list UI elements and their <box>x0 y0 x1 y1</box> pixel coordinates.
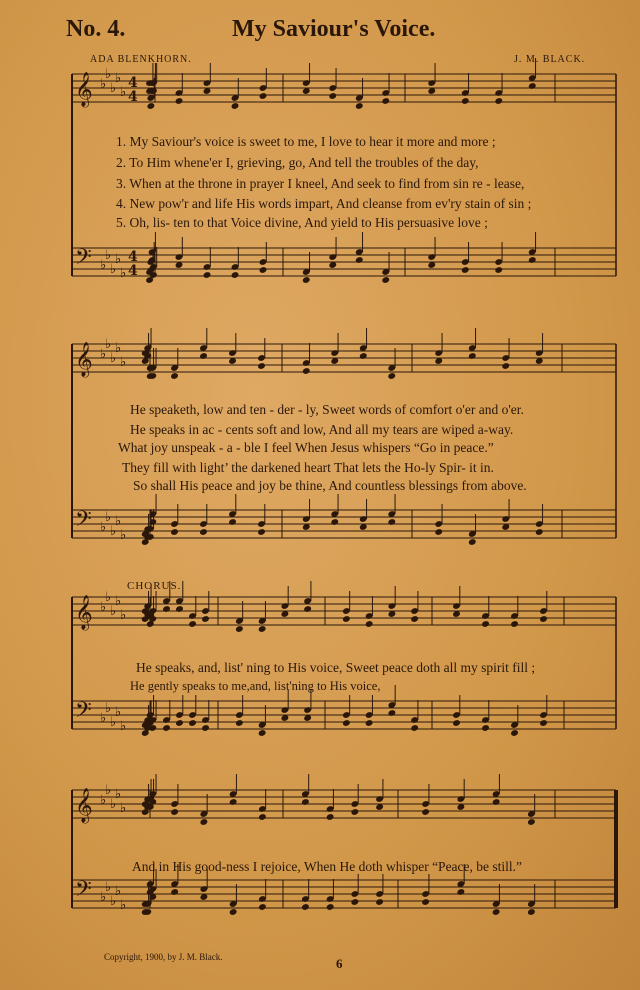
flat-icon: ♭ <box>100 258 107 273</box>
note-head <box>365 719 374 727</box>
verse-4-line-1: 4. New pow'r and life His words impart, And cleanse from ev'ry stain of sin ; <box>116 196 532 211</box>
note-head <box>170 372 179 380</box>
flat-icon: ♭ <box>120 528 127 543</box>
note-head <box>452 719 461 727</box>
note-head <box>257 362 266 370</box>
note-head <box>259 92 268 100</box>
composer-credit: J. M. BLACK. <box>514 54 586 65</box>
note-head <box>259 266 268 274</box>
note-head <box>162 724 171 732</box>
note-head <box>326 813 335 821</box>
note-head <box>351 898 360 906</box>
note-head <box>257 528 266 536</box>
note-head <box>199 352 208 360</box>
copyright-notice: Copyright, 1900, by J. M. Black. <box>104 952 223 962</box>
note-head <box>355 102 364 110</box>
note-head <box>235 625 244 633</box>
note-head <box>421 808 430 816</box>
page-number: 6 <box>336 956 343 971</box>
flat-icon: ♭ <box>120 266 127 281</box>
flat-icon: ♭ <box>105 590 112 605</box>
note-head <box>410 724 419 732</box>
bass-clef-icon: 𝄢 <box>75 698 92 728</box>
flat-icon: ♭ <box>100 711 107 726</box>
flat-icon: ♭ <box>115 71 122 86</box>
flat-icon: ♭ <box>110 262 117 277</box>
verse-2-line-1: 2. To Him whene'er I, grieving, go, And tell the troubles of the day, <box>116 155 479 170</box>
note-head <box>381 276 390 284</box>
note-head <box>203 271 212 279</box>
note-head <box>528 82 537 90</box>
note-head <box>342 719 351 727</box>
verse-5-line-2: So shall His peace and joy be thine, And countless blessings from above. <box>133 478 527 493</box>
verse-4-line-2: They fill with light’ the darkened heart That lets the Ho-ly Spir- it in. <box>122 460 494 475</box>
time-signature: 4 <box>128 75 138 91</box>
flat-icon: ♭ <box>120 898 127 913</box>
flat-icon: ♭ <box>120 355 127 370</box>
note-head <box>461 97 470 105</box>
note-head <box>188 620 197 628</box>
note-head <box>188 719 197 727</box>
note-head <box>228 518 237 526</box>
note-head <box>388 709 397 717</box>
bass-clef-icon: 𝄢 <box>75 245 92 275</box>
note-head <box>375 898 384 906</box>
note-head <box>539 719 548 727</box>
flat-icon: ♭ <box>100 793 107 808</box>
note-head <box>229 798 238 806</box>
note-head <box>535 528 544 536</box>
note-head <box>351 808 360 816</box>
note-head <box>328 92 337 100</box>
flat-icon: ♭ <box>100 347 107 362</box>
flat-icon: ♭ <box>105 701 112 716</box>
flat-icon: ♭ <box>120 719 127 734</box>
chorus-line-1: He speaks, and, list' ning to His voice, Sweet peace doth all my spirit fill ; <box>136 660 536 675</box>
flat-icon: ♭ <box>105 337 112 352</box>
treble-clef-icon: 𝄞 <box>75 342 93 377</box>
note-head <box>381 97 390 105</box>
note-head <box>301 903 310 911</box>
note-head <box>258 729 267 737</box>
note-head <box>355 256 364 264</box>
note-head <box>258 625 267 633</box>
note-head <box>302 367 311 375</box>
note-head <box>229 908 238 916</box>
note-head <box>258 903 267 911</box>
treble-clef-icon: 𝄞 <box>75 72 93 107</box>
note-head <box>231 102 240 110</box>
flat-icon: ♭ <box>115 705 122 720</box>
flat-icon: ♭ <box>115 252 122 267</box>
note-head <box>231 271 240 279</box>
note-head <box>365 620 374 628</box>
note-head <box>147 102 156 110</box>
flat-icon: ♭ <box>110 604 117 619</box>
treble-clef-icon: 𝄞 <box>75 788 93 823</box>
note-head <box>170 528 179 536</box>
note-head <box>468 538 477 546</box>
flat-icon: ♭ <box>110 81 117 96</box>
note-head <box>199 528 208 536</box>
flat-icon: ♭ <box>120 85 127 100</box>
flat-icon: ♭ <box>115 594 122 609</box>
hymn-number: No. 4. <box>66 16 126 42</box>
flat-icon: ♭ <box>115 787 122 802</box>
note-head <box>434 528 443 536</box>
bass-clef-icon: 𝄢 <box>75 877 92 907</box>
note-head <box>528 256 537 264</box>
note-head <box>170 888 179 896</box>
flat-icon: ♭ <box>110 797 117 812</box>
note-head <box>175 97 184 105</box>
flat-icon: ♭ <box>100 890 107 905</box>
flat-icon: ♭ <box>115 514 122 529</box>
note-head <box>301 798 310 806</box>
note-head <box>481 724 490 732</box>
note-head <box>527 818 536 826</box>
note-head <box>527 908 536 916</box>
note-head <box>481 620 490 628</box>
note-head <box>492 798 501 806</box>
verse-3-line-1: 3. When at the throne in prayer I kneel, And seek to find from sin re - lease, <box>116 176 525 191</box>
flat-icon: ♭ <box>100 77 107 92</box>
note-head <box>510 620 519 628</box>
flat-icon: ♭ <box>110 351 117 366</box>
chorus-line-2: He gently speaks to me,and, list'ning to His voice, <box>130 679 381 693</box>
bass-clef-icon: 𝄢 <box>75 507 92 537</box>
verse-1-line-1: 1. My Saviour's voice is sweet to me, I love to hear it more and more ; <box>116 134 496 149</box>
note-head <box>387 518 396 526</box>
note-head <box>359 352 368 360</box>
note-head <box>175 605 184 613</box>
time-signature: 4 <box>128 89 138 105</box>
flat-icon: ♭ <box>105 880 112 895</box>
note-head <box>461 266 470 274</box>
time-signature: 4 <box>128 249 138 265</box>
note-head <box>170 808 179 816</box>
hymn-title: My Saviour's Voice. <box>232 16 436 42</box>
note-head <box>235 719 244 727</box>
note-head <box>302 276 311 284</box>
chorus-label: CHORUS. <box>127 580 182 592</box>
verse-1-line-2: He speaketh, low and ten - der - ly, Sweet words of comfort o'er and o'er. <box>130 402 524 417</box>
note-head <box>162 605 171 613</box>
note-head <box>201 724 210 732</box>
flat-icon: ♭ <box>110 715 117 730</box>
note-head <box>175 719 184 727</box>
flat-icon: ♭ <box>120 801 127 816</box>
chorus-line-3: And in His good-ness I rejoice, When He doth whisper “Peace, be still.” <box>132 859 523 874</box>
note-head <box>421 898 430 906</box>
time-signature: 4 <box>128 263 138 279</box>
flat-icon: ♭ <box>105 248 112 263</box>
note-head <box>330 518 339 526</box>
note-head <box>494 97 503 105</box>
note-head <box>468 352 477 360</box>
note-head <box>510 729 519 737</box>
verse-3-line-2: What joy unspeak - a - ble I feel When Jesus whispers “Go in peace.” <box>118 440 494 455</box>
note-head <box>258 813 267 821</box>
flat-icon: ♭ <box>115 341 122 356</box>
note-head <box>457 888 466 896</box>
note-head <box>201 615 210 623</box>
flat-icon: ♭ <box>105 783 112 798</box>
treble-clef-icon: 𝄞 <box>75 595 93 630</box>
flat-icon: ♭ <box>115 884 122 899</box>
note-head <box>539 615 548 623</box>
flat-icon: ♭ <box>105 67 112 82</box>
note-head <box>326 903 335 911</box>
flat-icon: ♭ <box>110 524 117 539</box>
note-head <box>494 266 503 274</box>
note-head <box>200 818 209 826</box>
verse-2-line-2: He speaks in ac - cents soft and low, And all my tears are wiped a-way. <box>130 422 514 437</box>
flat-icon: ♭ <box>110 894 117 909</box>
flat-icon: ♭ <box>120 608 127 623</box>
note-head <box>303 605 312 613</box>
note-head <box>387 372 396 380</box>
note-head <box>342 615 351 623</box>
flat-icon: ♭ <box>100 520 107 535</box>
flat-icon: ♭ <box>105 510 112 525</box>
note-head <box>492 908 501 916</box>
flat-icon: ♭ <box>100 600 107 615</box>
note-head <box>501 362 510 370</box>
note-head <box>410 615 419 623</box>
author-credit: ADA BLENKHORN. <box>90 54 192 65</box>
verse-5-line-1: 5. Oh, lis- ten to that Voice divine, And yield to His persuasive love ; <box>116 215 488 230</box>
